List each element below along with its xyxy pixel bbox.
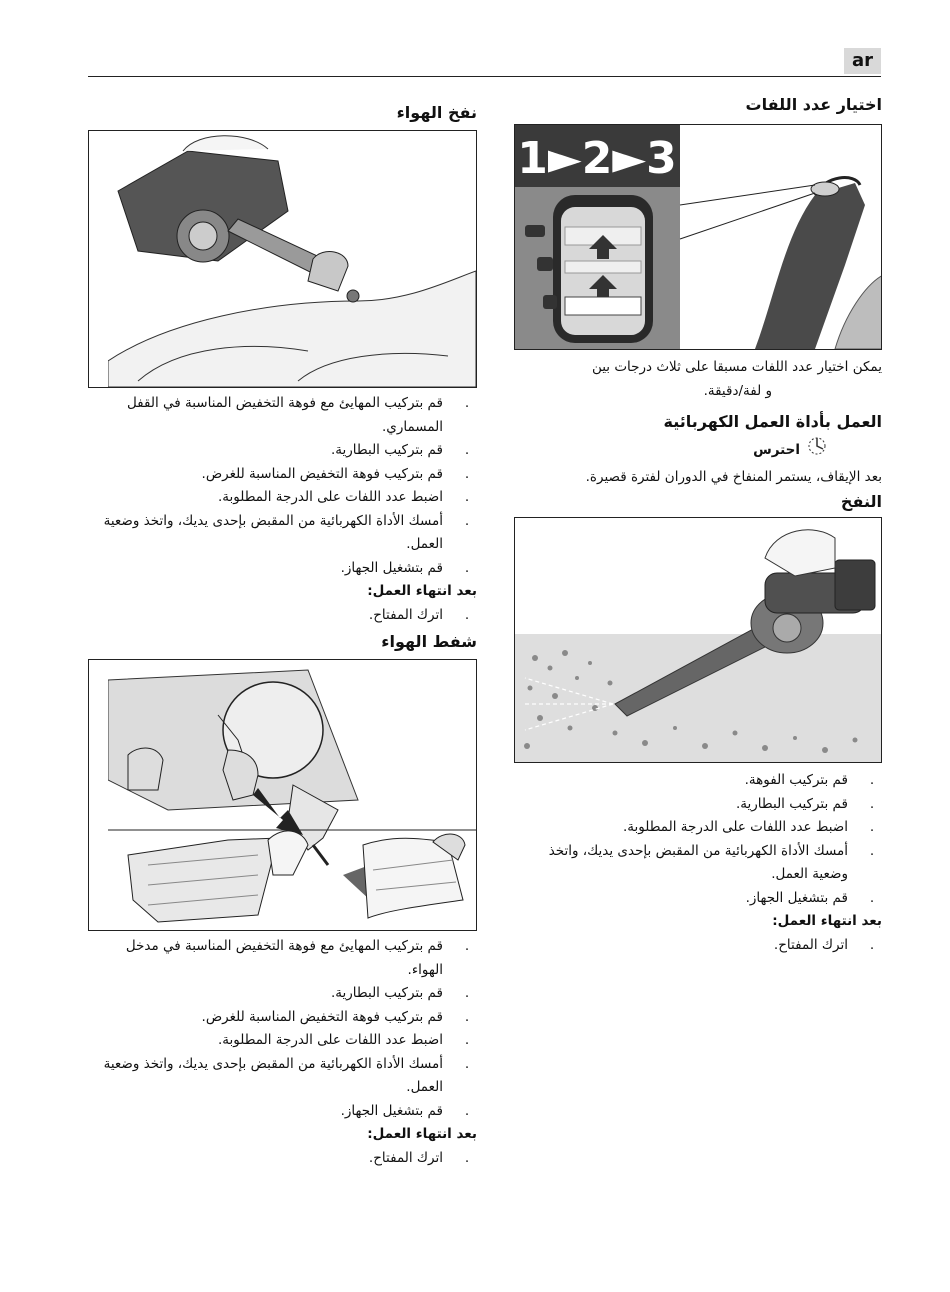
- speed-selector-figure: [514, 124, 882, 350]
- warning-label: احترس: [753, 441, 800, 458]
- list-item: . أمسك الأداة الكهربائية من المقبض بإحدى يديك، واتخذ وضعية العمل.: [514, 840, 882, 887]
- blowing-steps: [514, 769, 882, 910]
- list-item: . قم بتركيب المهايئ مع فوهة التخفيض المناسبة في مدخل الهواء.: [88, 935, 477, 982]
- deflate-after-label: بعد انتهاء العمل:: [367, 1126, 477, 1142]
- speed-text-1: يمكن اختيار عدد اللفات مسبقا على ثلاث درجات بين: [591, 359, 882, 375]
- list-item: . قم بتشغيل الجهاز.: [514, 887, 882, 911]
- warning-text: بعد الإيقاف، يستمر المنفاخ في الدوران لفترة قصيرة.: [585, 468, 882, 485]
- list-item: . قم بتشغيل الجهاز.: [88, 1100, 477, 1124]
- blowing-figure: [514, 517, 882, 763]
- after-work-label: بعد انتهاء العمل:: [772, 913, 882, 929]
- rotating-fan-warning-icon: [806, 435, 828, 466]
- deflate-heading: شفط الهواء: [381, 632, 477, 651]
- list-item: . قم بتركيب فوهة التخفيض المناسبة للغرض.: [88, 1006, 477, 1030]
- blower-blowing-leaves-illustration: [515, 518, 882, 762]
- speed-selector-illustration: [515, 125, 882, 349]
- left-column: [88, 100, 477, 1170]
- list-item: . قم بتركيب البطارية.: [88, 439, 477, 463]
- list-item: . قم بتركيب فوهة التخفيض المناسبة للغرض.: [88, 463, 477, 487]
- list-item: . قم بتركيب البطارية.: [88, 982, 477, 1006]
- speed-heading: اختيار عدد اللفات: [745, 95, 882, 114]
- deflate-figure: [88, 659, 477, 931]
- language-badge: ar: [844, 48, 881, 74]
- list-item: . قم بتركيب المهايئ مع فوهة التخفيض المناسبة في القفل المسماري.: [88, 392, 477, 439]
- list-item: . اترك المفتاح.: [88, 604, 477, 628]
- operation-heading: العمل بأداة العمل الكهربائية: [663, 412, 882, 431]
- list-item: . اترك المفتاح.: [514, 934, 882, 958]
- right-column: [514, 92, 882, 957]
- deflate-steps: [88, 935, 477, 1123]
- inflate-heading: نفخ الهواء: [396, 103, 477, 122]
- blowing-heading: النفخ: [840, 492, 882, 511]
- inflate-after-steps: [88, 604, 477, 628]
- inflate-after-label: بعد انتهاء العمل:: [367, 583, 477, 599]
- header-rule: [88, 76, 881, 77]
- list-item: . قم بتشغيل الجهاز.: [88, 557, 477, 581]
- list-item: . قم بتركيب البطارية.: [514, 793, 882, 817]
- list-item: . اضبط عدد اللفات على الدرجة المطلوبة.: [88, 486, 477, 510]
- after-work-steps: [514, 934, 882, 958]
- list-item: . أمسك الأداة الكهربائية من المقبض بإحدى يديك، واتخذ وضعية العمل.: [88, 1053, 477, 1100]
- list-item: . اضبط عدد اللفات على الدرجة المطلوبة.: [514, 816, 882, 840]
- blower-deflating-mattress-illustration: [108, 660, 476, 930]
- list-item: . اضبط عدد اللفات على الدرجة المطلوبة.: [88, 1029, 477, 1053]
- speed-text-2: و لفة/دقيقة.: [703, 382, 772, 399]
- speed-figure-label: 1►2►3: [517, 133, 677, 184]
- list-item: . قم بتركيب الفوهة.: [514, 769, 882, 793]
- blower-inflating-mattress-illustration: [108, 131, 476, 387]
- inflate-steps: [88, 392, 477, 580]
- inflate-figure: [88, 130, 477, 388]
- list-item: . اترك المفتاح.: [88, 1147, 477, 1171]
- deflate-after-steps: [88, 1147, 477, 1171]
- list-item: . أمسك الأداة الكهربائية من المقبض بإحدى يديك، واتخذ وضعية العمل.: [88, 510, 477, 557]
- warning-row: [514, 435, 882, 466]
